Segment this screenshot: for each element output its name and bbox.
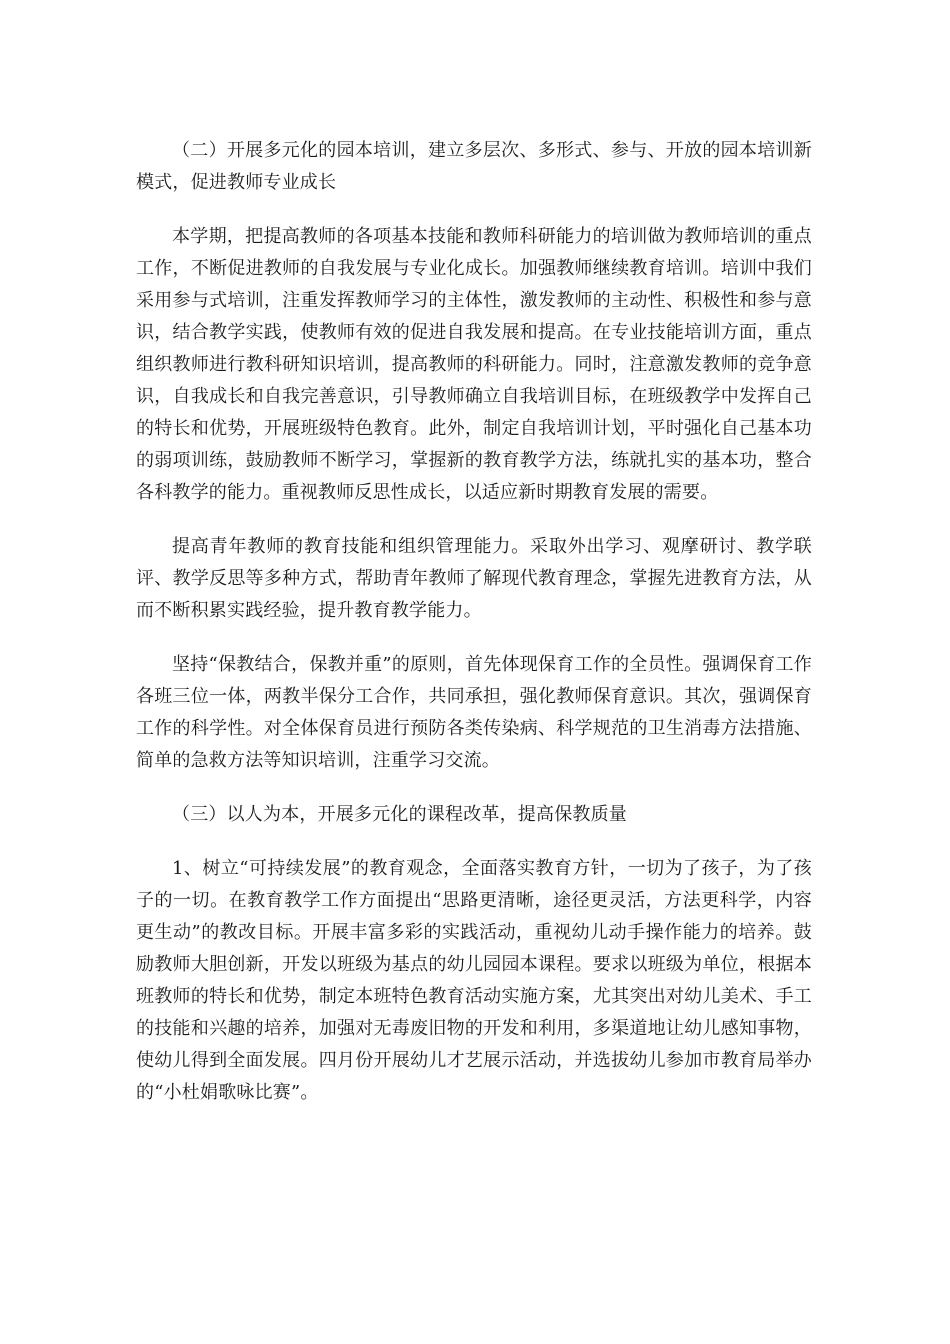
paragraph-curriculum-reform: 1、树立“可持续发展”的教育观念，全面落实教育方针，一切为了孩子，为了孩子的一切。在教育教学工作方面提出“思路更清晰，途径更灵活，方法更科学，内容更生动”的教改目标。开展丰富多彩的实践活动，重视幼儿动手操作能力的培养。鼓励教师大胆创新，开发以班级为基点的幼儿园园本课程。要求以班级为单位，根据本班教师的特长和优势，制定本班特色教育活动实施方案，尤其突出对幼儿美术、手工的技能和兴趣的培养，加强对无毒废旧物的开发和利用，多渠道地让幼儿感知事物，使幼儿得到全面发展。四月份开展幼儿才艺展示活动，并选拔幼儿参加市教育局举办的“小杜娟歌咏比赛”。 (136, 858, 812, 1103)
section-heading-2: （二）开展多元化的园本培训，建立多层次、多形式、参与、开放的园本培训新模式，促进教师专业成长 (136, 140, 812, 193)
paragraph-young-teachers: 提高青年教师的教育技能和组织管理能力。采取外出学习、观摩研讨、教学联评、教学反思等多种方式，帮助青年教师了解现代教育理念，掌握先进教育方法，从而不断积累实践经验，提升教育教学能力。 (136, 536, 812, 621)
paragraph-childcare: 坚持“保教结合，保教并重”的原则，首先体现保育工作的全员性。强调保育工作各班三位一体，两教半保分工合作，共同承担，强化教师保育意识。其次，强调保育工作的科学性。对全体保育员进行预防各类传染病、科学规范的卫生消毒方法措施、简单的急救方法等知识培训，注重学习交流。 (136, 654, 812, 771)
document-body (136, 135, 812, 1131)
paragraph-teacher-training: 本学期，把提高教师的各项基本技能和教师科研能力的培训做为教师培训的重点工作，不断促进教师的自我发展与专业化成长。加强教师继续教育培训。培训中我们采用参与式培训，注重发挥教师学习的主体性，激发教师的主动性、积极性和参与意识，结合教学实践，使教师有效的促进自我发展和提高。在专业技能培训方面，重点组织教师进行教科研知识培训，提高教师的科研能力。同时，注意激发教师的竞争意识，自我成长和自我完善意识，引导教师确立自我培训目标，在班级教学中发挥自己的特长和优势，开展班级特色教育。此外，制定自我培训计划，平时强化自己基本功的弱项训练，鼓励教师不断学习，掌握新的教育教学方法，练就扎实的基本功，整合各科教学的能力。重视教师反思性成长，以适应新时期教育发展的需要。 (136, 226, 812, 503)
section-heading-3: （三）以人为本，开展多元化的课程改革，提高保教质量 (172, 804, 627, 825)
